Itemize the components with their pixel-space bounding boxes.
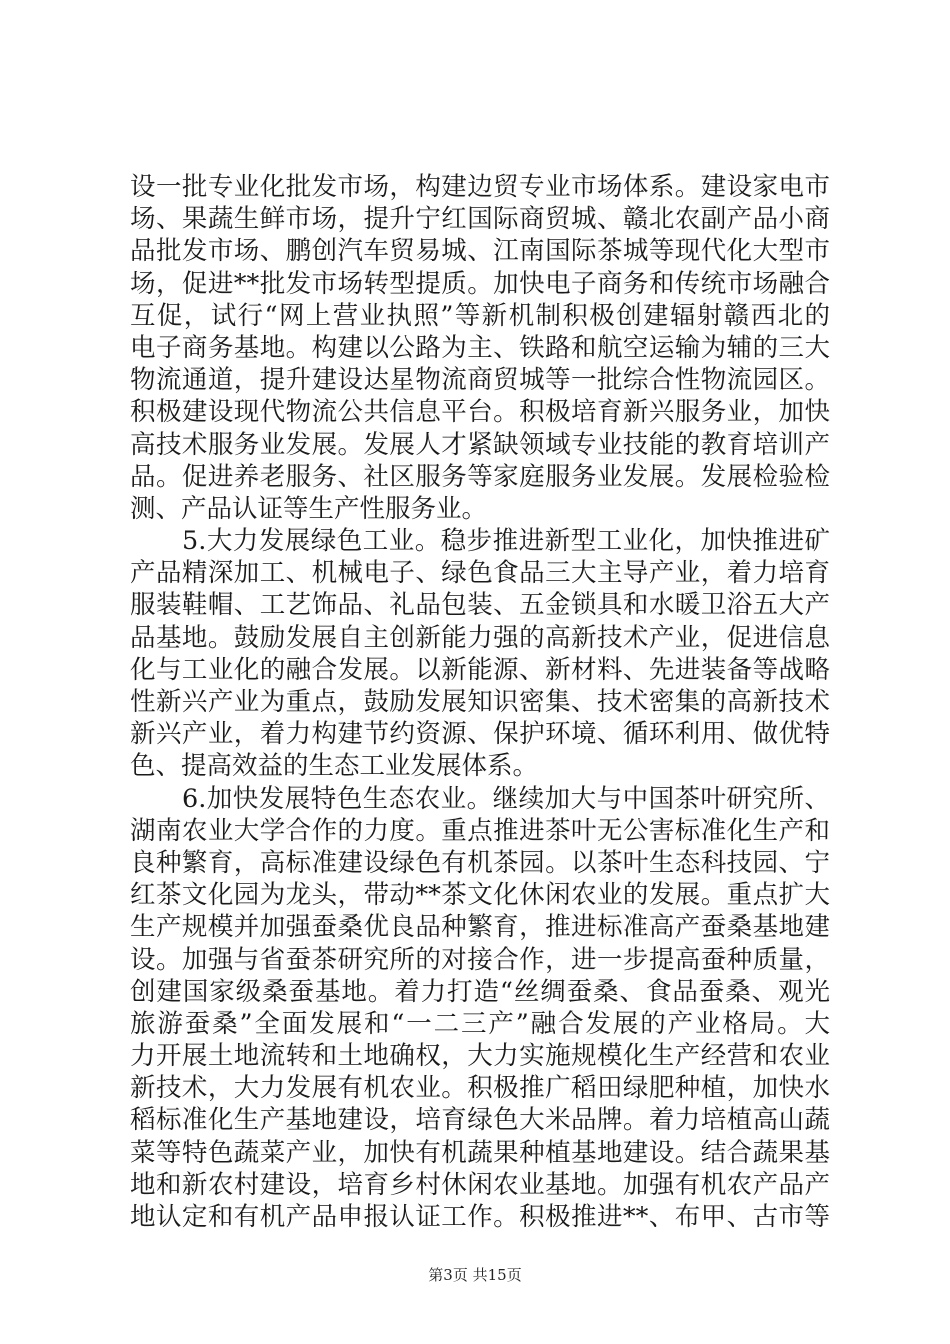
- text-line: 高技术服务业发展。发展人才紧缺领域专业技能的教育培训产: [130, 429, 830, 460]
- text-line: 品。促进养老服务、社区服务等家庭服务业发展。发展检验检: [130, 461, 830, 492]
- text-line: 场、果蔬生鲜市场，提升宁红国际商贸城、赣北农副产品小商: [130, 204, 830, 235]
- text-line: 电子商务基地。构建以公路为主、铁路和航空运输为辅的三大: [130, 332, 830, 363]
- text-line: 积极建设现代物流公共信息平台。积极培育新兴服务业，加快: [130, 397, 830, 428]
- text-line: 生产规模并加强蚕桑优良品种繁育，推进标准高产蚕桑基地建: [130, 912, 830, 943]
- document-body: [130, 171, 830, 1233]
- text-line: 良种繁育，高标准建设绿色有机茶园。以茶叶生态科技园、宁: [130, 847, 830, 878]
- text-line: 场，促进**批发市场转型提质。加快电子商务和传统市场融合: [130, 268, 830, 299]
- text-line: 6.加快发展特色生态农业。继续加大与中国茶叶研究所、: [182, 783, 830, 814]
- text-line: 新兴产业，着力构建节约资源、保护环境、循环利用、做优特: [130, 719, 830, 750]
- text-line: 力开展土地流转和土地确权，大力实施规模化生产经营和农业: [130, 1041, 830, 1072]
- text-line: 湖南农业大学合作的力度。重点推进茶叶无公害标准化生产和: [130, 815, 830, 846]
- text-line: 品基地。鼓励发展自主创新能力强的高新技术产业，促进信息: [130, 622, 830, 653]
- text-line: 旅游蚕桑”全面发展和“一二三产”融合发展的产业格局。大: [130, 1008, 830, 1039]
- text-line: 性新兴产业为重点，鼓励发展知识密集、技术密集的高新技术: [130, 687, 830, 717]
- text-line: 互促，试行“网上营业执照”等新机制积极创建辐射赣西北的: [130, 300, 830, 331]
- text-line: 设一批专业化批发市场，构建边贸专业市场体系。建设家电市: [130, 172, 830, 202]
- text-line: 测、产品认证等生产性服务业。: [130, 493, 488, 524]
- text-line: 创建国家级桑蚕基地。着力打造“丝绸蚕桑、食品蚕桑、观光: [130, 976, 830, 1007]
- page-number-footer: 第3页 共15页: [428, 1266, 522, 1284]
- text-line: 红茶文化园为龙头，带动**茶文化休闲农业的发展。重点扩大: [130, 880, 830, 911]
- text-line: 品批发市场、鹏创汽车贸易城、江南国际茶城等现代化大型市: [130, 236, 830, 267]
- text-line: 色、提高效益的生态工业发展体系。: [130, 751, 539, 782]
- text-line: 地和新农村建设，培育乡村休闲农业基地。加强有机农产品产: [130, 1169, 830, 1200]
- text-line: 菜等特色蔬菜产业，加快有机蔬果种植基地建设。结合蔬果基: [130, 1137, 830, 1168]
- text-line: 设。加强与省蚕茶研究所的对接合作，进一步提高蚕种质量，: [130, 944, 830, 975]
- text-line: 产品精深加工、机械电子、绿色食品三大主导产业，着力培育: [130, 558, 830, 589]
- text-line: 化与工业化的融合发展。以新能源、新材料、先进装备等战略: [130, 654, 830, 685]
- text-line: 地认定和有机产品申报认证工作。积极推进**、布甲、古市等: [130, 1202, 830, 1232]
- text-line: 5.大力发展绿色工业。稳步推进新型工业化，加快推进矿: [182, 526, 830, 557]
- text-line: 稻标准化生产基地建设，培育绿色大米品牌。着力培植高山蔬: [130, 1105, 830, 1136]
- text-line: 物流通道，提升建设达星物流商贸城等一批综合性物流园区。: [130, 365, 830, 396]
- text-line: 服装鞋帽、工艺饰品、礼品包装、五金锁具和水暖卫浴五大产: [130, 590, 830, 621]
- text-line: 新技术，大力发展有机农业。积极推广稻田绿肥种植，加快水: [130, 1073, 830, 1104]
